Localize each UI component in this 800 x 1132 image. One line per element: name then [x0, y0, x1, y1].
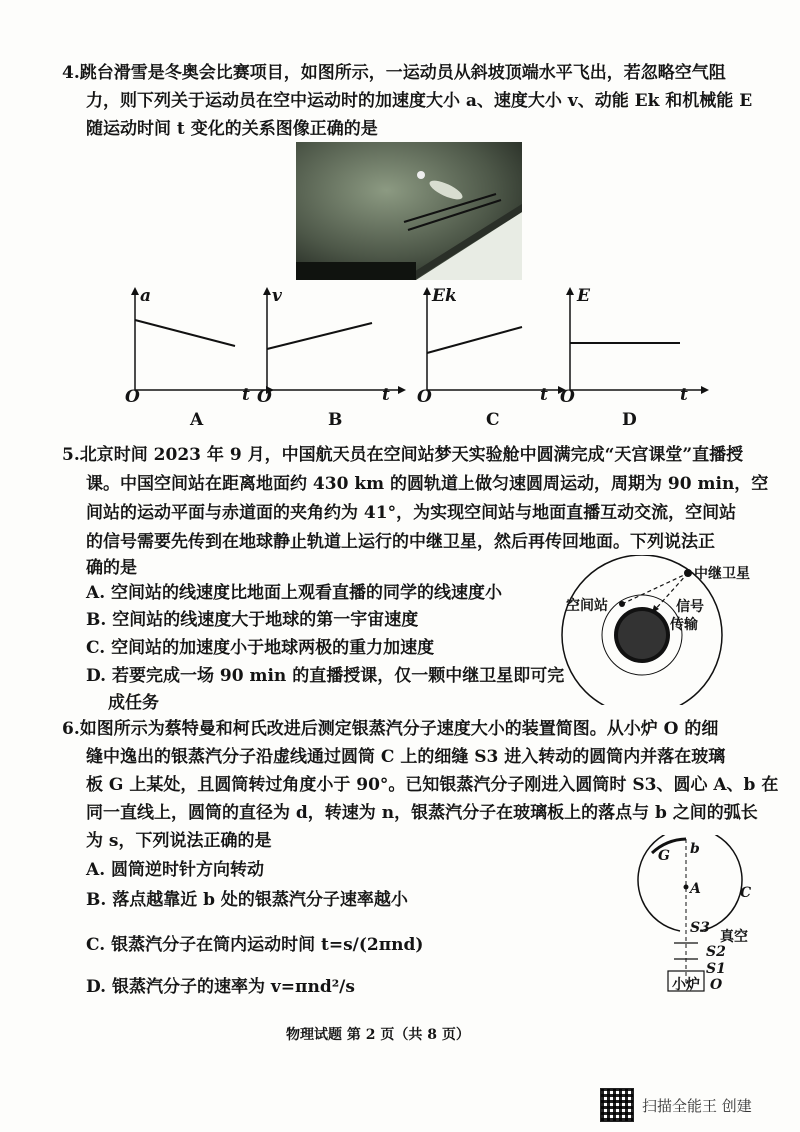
- q4-line-2: 力，则下列关于运动员在空中运动时的加速度大小 a、速度大小 v、动能 Ek 和机械能 E: [86, 91, 753, 111]
- scanner-watermark: [600, 1088, 752, 1122]
- option-a-label: A: [190, 410, 204, 430]
- q6-line-1: 6.如图所示为蔡特曼和柯氏改进后测定银蒸汽分子速度大小的装置简图。从小炉 O 的细: [62, 719, 719, 739]
- graph-ek-ylabel: Ek: [432, 286, 457, 306]
- vacuum-label: 真空: [720, 929, 748, 945]
- q6-line-4: 同一直线上，圆筒的直径为 d，转速为 n，银蒸汽分子在玻璃板上的落点与 b 之间的弧长: [86, 803, 758, 823]
- graph-ek-origin: O: [417, 387, 432, 407]
- q6-option-d: D. 银蒸汽分子的速率为 v=πnd²/s: [86, 977, 355, 997]
- ski-jump-photo: [296, 142, 522, 280]
- relay-satellite-label: 中继卫星: [694, 566, 750, 582]
- q4-line-1: 4.跳台滑雪是冬奥会比赛项目，如图所示，一运动员从斜坡顶端水平飞出，若忽略空气阻: [62, 63, 726, 83]
- slit-s2-label: S2: [706, 944, 726, 960]
- option-b-label: B: [328, 410, 343, 430]
- graph-v-xlabel: t: [382, 385, 390, 405]
- furnace-o-label: O: [710, 977, 723, 993]
- q5-option-a: A. 空间站的线速度比地面上观看直播的同学的线速度小: [86, 583, 503, 603]
- graph-v-origin: O: [257, 387, 272, 407]
- graph-v-ylabel: v: [272, 286, 282, 306]
- q5-line-2: 课。中国空间站在距离地面约 430 km 的圆轨道上做匀速圆周运动，周期为 90 min，空: [86, 474, 769, 494]
- q5-option-d: D. 若要完成一场 90 min 的直播授课，仅一颗中继卫星即可完: [86, 666, 565, 686]
- graph-e-xlabel: t: [680, 385, 688, 405]
- graph-a-ylabel: a: [140, 286, 152, 306]
- q5-option-d-cont: 成任务: [108, 693, 159, 713]
- transmission-label: 传输: [670, 617, 698, 633]
- q6-option-a: A. 圆筒逆时针方向转动: [86, 860, 265, 880]
- center-a-label: A: [690, 881, 701, 897]
- q6-option-b: B. 落点越靠近 b 处的银蒸汽分子速率越小: [86, 890, 408, 910]
- graph-a-xlabel: t: [242, 385, 250, 405]
- watermark-text: 扫描全能王 创建: [642, 1096, 752, 1115]
- option-c-label: C: [486, 410, 500, 430]
- point-b-label: b: [690, 841, 700, 857]
- space-station-label: 空间站: [566, 598, 608, 614]
- furnace-label: 小炉: [672, 977, 700, 993]
- graph-e-ylabel: E: [577, 286, 590, 306]
- glass-plate-label: G: [658, 848, 670, 864]
- q4-line-3: 随运动时间 t 变化的关系图像正确的是: [86, 119, 378, 139]
- q5-option-b: B. 空间站的线速度大于地球的第一宇宙速度: [86, 610, 419, 630]
- page-footer: 物理试题 第 2 页（共 8 页）: [286, 1027, 470, 1043]
- q5-line-1: 5.北京时间 2023 年 9 月，中国航天员在空间站梦天实验舱中圆满完成“天宫课堂”直播授: [62, 445, 744, 465]
- signal-label: 信号: [676, 599, 704, 615]
- cylinder-c-label: C: [740, 885, 752, 901]
- qr-code-icon: [600, 1088, 634, 1122]
- slit-s3-label: S3: [690, 920, 710, 936]
- q6-line-3: 板 G 上某处，且圆筒转过角度小于 90°。已知银蒸汽分子刚进入圆筒时 S3、圆心 A、b 在: [86, 775, 779, 795]
- graph-e-origin: O: [560, 387, 575, 407]
- q5-line-4: 的信号需要先传到在地球静止轨道上运行的中继卫星，然后再传回地面。下列说法正: [86, 532, 715, 552]
- option-d-label: D: [622, 410, 637, 430]
- q6-option-c: C. 银蒸汽分子在筒内运动时间 t=s/(2πnd): [86, 935, 424, 955]
- slit-s1-label: S1: [706, 961, 726, 977]
- q5-option-c: C. 空间站的加速度小于地球两极的重力加速度: [86, 638, 435, 658]
- graph-ek-xlabel: t: [540, 385, 548, 405]
- q5-line-3: 间站的运动平面与赤道面的夹角约为 41°，为实现空间站与地面直播互动交流，空间站: [86, 503, 737, 523]
- q5-line-5: 确的是: [86, 558, 137, 578]
- q6-line-2: 缝中逸出的银蒸汽分子沿虚线通过圆筒 C 上的细缝 S3 进入转动的圆筒内并落在玻璃: [86, 747, 726, 767]
- q6-line-5: 为 s，下列说法正确的是: [86, 831, 272, 851]
- graph-a-origin: O: [125, 387, 140, 407]
